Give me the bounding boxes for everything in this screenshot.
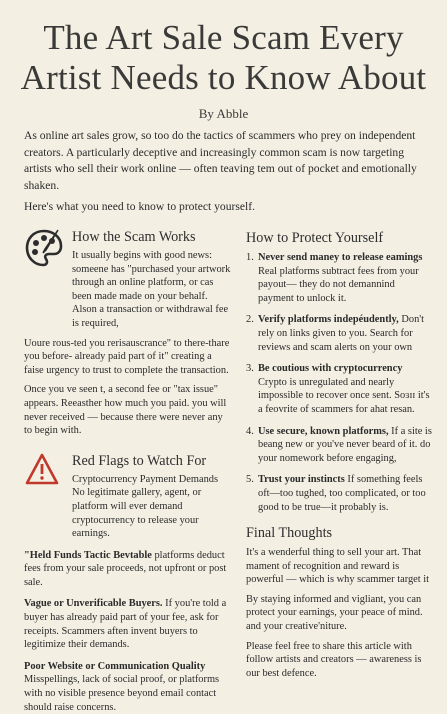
red-flags-heading: Red Flags to Watch For	[72, 452, 207, 469]
how-scam-works-p2: Uoure rous-ted you rerisauscrance" to there-thare you before- already paid part of it" creating a faise urgency to trust to complete the transaction.	[24, 337, 230, 376]
red-flag-title: Poor Website or Communication Quality	[24, 660, 206, 672]
final-thoughts-p2: By staying informed and vigliant, you can protect your earnings, your peace of mind. and your creative'niture.	[246, 593, 423, 633]
step-title: Verify platforms indepéudently,	[258, 314, 399, 326]
red-flag-item	[24, 660, 232, 714]
intro-paragraph-2: Here's what you need to know to protect yourself.	[24, 200, 256, 213]
final-thoughts-p3: Please feel free to share this article with follow artists and creators — awareness is our best defence.	[246, 640, 422, 679]
red-flags-section	[24, 452, 232, 714]
step-text: Real platforms subtract fees from your payout— they do not demannind payment to unlock it.	[258, 265, 419, 304]
red-flag-title: "Held Funds Tactic Bevtable	[24, 549, 152, 561]
palette-icon	[24, 228, 64, 273]
red-flag-item	[24, 549, 232, 590]
how-scam-works-p1: It usually begins with good news: someene has "purchased your artwork through an online platform, or cas been made made on your behalf. Alson a transaction or withdrawal fee is required,	[72, 250, 231, 329]
step-text: If something feels oft—too tughed, too complicated, or too good to be true—it probably is.	[258, 474, 426, 513]
protect-step	[246, 362, 432, 416]
final-thoughts-p1: It's a wenderful thing to sell your art. That mament of recognition and reward is powerful — which is why scammer target it	[246, 547, 430, 586]
how-scam-works-p3: Once you ve seen t, a second fee or "tax issue" appears. Reeasther how much you paid. you will never received — because there were never any to begin with.	[24, 384, 227, 437]
red-flag-text: No legitimate gallery, agent, or platform will ever demand cryptocurrency to release your earnings.	[72, 487, 202, 540]
protect-heading: How to Protect Yourself	[246, 230, 384, 246]
byline: By Abble	[198, 106, 249, 121]
how-scam-works-section	[24, 228, 232, 438]
step-number: 1.	[246, 252, 254, 263]
intro-paragraph: As online art sales grow, so too do the tactics of scammers who prey on independent creators. A particularly deceptive and increasingly common scam is now targeting artists who sell their work online — often teaving tem out of pocket and emotionally shaken.	[24, 129, 417, 192]
red-flag-text: Misspellings, lack of social proof, or platforms with no visible presence beyond email contact should raise concerns.	[24, 674, 220, 713]
step-number: 3.	[246, 363, 254, 375]
step-title: Be coutious with cryptocurrency	[258, 363, 403, 375]
step-number: 5.	[246, 474, 254, 486]
red-flag-title: Cryptocurrency Payment Demands	[72, 473, 219, 485]
red-flag-text: If you're told a buyer has already paid part of your fee, ask for receipts. Scammers aften invent buyers to legitimize their demands.	[24, 598, 227, 651]
step-title: Trust your instincts	[258, 474, 345, 486]
article-title: The Art Sale Scam Every Artist Needs to Know About	[20, 18, 427, 97]
right-column	[246, 229, 432, 680]
protect-step	[246, 425, 432, 466]
red-flag-item	[24, 597, 232, 651]
step-text: Crypto is unregulated and nearly impossible to recover once sent. Soɜɪɪ it's a feovrite of scammers for ahat resan.	[258, 376, 430, 415]
step-text: If a site is beang new or you've never beard of it. do your nomework before engaging,	[258, 425, 432, 464]
step-number: 2.	[246, 314, 254, 326]
step-number: 4.	[246, 425, 254, 437]
protect-step	[246, 251, 432, 305]
final-thoughts-heading: Final Thoughts	[246, 525, 333, 542]
warning-triangle-icon	[24, 452, 60, 491]
how-scam-works-heading: How the Scam Works	[72, 229, 196, 245]
red-flag-text: platforms deduct fees from your sale proceeds, not upfront or post sale.	[24, 549, 227, 588]
step-text: Don't rely on links given to you. Search for reviews and scam alerts on your own	[258, 314, 425, 353]
protect-step	[246, 313, 432, 354]
left-column	[24, 228, 232, 714]
protect-steps-list	[246, 251, 432, 514]
step-title: Use secure, known platforms,	[258, 425, 389, 437]
red-flag-title: Vague or Unverificable Buyers.	[24, 598, 163, 610]
red-flag-item	[72, 473, 232, 541]
protect-step	[246, 473, 432, 514]
step-title: Never send maney to release eamings	[258, 252, 423, 263]
